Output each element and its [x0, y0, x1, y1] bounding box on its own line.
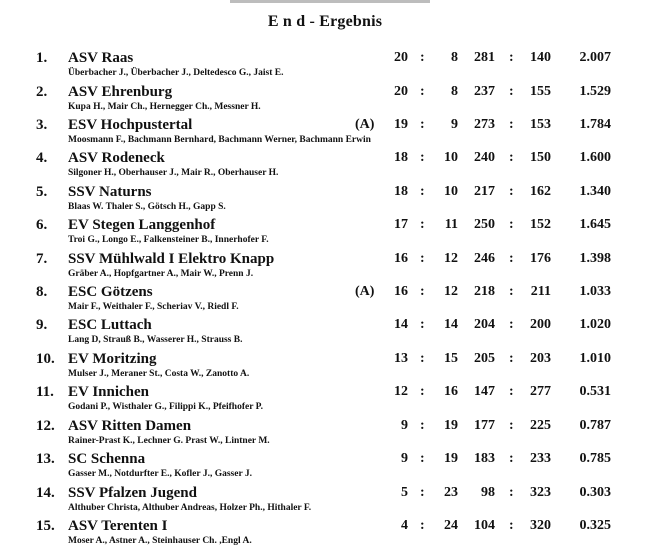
quotient: 1.033: [579, 284, 611, 299]
goals-for: 237: [474, 84, 495, 99]
goals-against: 200: [530, 317, 551, 332]
rank-cell: 11.: [36, 384, 54, 400]
team-name: ESC Götzens: [68, 284, 153, 300]
points-lost: 15: [444, 351, 458, 366]
points-lost: 10: [444, 184, 458, 199]
result-row: [0, 84, 650, 118]
goals-against: 323: [530, 485, 551, 500]
goals-against: 155: [530, 84, 551, 99]
goals-for: 147: [474, 384, 495, 399]
guest-flag: (A): [355, 117, 375, 132]
team-name: ESV Hochpustertal: [68, 117, 193, 133]
points-separator: :: [420, 251, 425, 266]
rank-cell: 10.: [36, 351, 55, 367]
points-lost: 16: [444, 384, 458, 399]
result-row: [0, 351, 650, 385]
team-name: EV Stegen Langgenhof: [68, 217, 216, 233]
quotient: 0.787: [579, 418, 611, 433]
points-won: 9: [401, 451, 408, 466]
rank-cell: 4.: [36, 150, 48, 166]
team-name: SSV Pfalzen Jugend: [68, 485, 197, 501]
goals-separator: :: [509, 518, 514, 533]
points-separator: :: [420, 184, 425, 199]
goals-against: 225: [530, 418, 551, 433]
result-row: [0, 251, 650, 285]
team-name: ASV Raas: [68, 50, 134, 66]
points-won: 17: [394, 217, 408, 232]
goals-for: 183: [474, 451, 495, 466]
top-edge-line: [230, 0, 430, 3]
player-list: Lang D, Strauß B., Wasserer H., Strauss B.: [68, 335, 243, 345]
points-lost: 8: [451, 50, 458, 65]
points-separator: :: [420, 418, 425, 433]
rank-cell: 13.: [36, 451, 55, 467]
player-list: Kupa H., Mair Ch., Hernegger Ch., Messner H.: [68, 102, 261, 112]
goals-separator: :: [509, 451, 514, 466]
rank-cell: 12.: [36, 418, 55, 434]
goals-separator: :: [509, 384, 514, 399]
rank-cell: 9.: [36, 317, 48, 333]
result-row: [0, 418, 650, 452]
quotient: 1.010: [579, 351, 611, 366]
goals-against: 153: [530, 117, 551, 132]
goals-separator: :: [509, 284, 514, 299]
points-separator: :: [420, 518, 425, 533]
points-won: 14: [394, 317, 408, 332]
points-separator: :: [420, 451, 425, 466]
points-separator: :: [420, 50, 425, 65]
points-won: 19: [394, 117, 408, 132]
quotient: 1.529: [579, 84, 611, 99]
goals-separator: :: [509, 117, 514, 132]
points-separator: :: [420, 217, 425, 232]
team-name: ASV Terenten I: [68, 518, 168, 534]
rank-cell: 5.: [36, 184, 48, 200]
player-list: Überbacher J., Überbacher J., Deltedesco G., Jaist E.: [68, 68, 284, 78]
points-separator: :: [420, 384, 425, 399]
points-lost: 10: [444, 150, 458, 165]
goals-for: 98: [481, 485, 495, 500]
team-name: EV Moritzing: [68, 351, 157, 367]
goals-for: 204: [474, 317, 495, 332]
team-name: EV Innichen: [68, 384, 150, 400]
points-won: 9: [401, 418, 408, 433]
goals-separator: :: [509, 84, 514, 99]
goals-for: 104: [474, 518, 495, 533]
rank-cell: 3.: [36, 117, 48, 133]
result-row: [0, 150, 650, 184]
player-list: Blaas W. Thaler S., Götsch H., Gapp S.: [68, 202, 226, 212]
points-lost: 19: [444, 418, 458, 433]
rank-cell: 14.: [36, 485, 55, 501]
points-lost: 11: [444, 217, 458, 232]
player-list: Godani P., Wisthaler G., Filippi K., Pfeifhofer P.: [68, 402, 263, 412]
goals-for: 250: [474, 217, 495, 232]
points-won: 20: [394, 50, 408, 65]
points-separator: :: [420, 351, 425, 366]
points-lost: 8: [451, 84, 458, 99]
points-won: 5: [401, 485, 408, 500]
result-row: [0, 518, 650, 552]
points-lost: 23: [444, 485, 458, 500]
goals-against: 162: [530, 184, 551, 199]
goals-against: 320: [530, 518, 551, 533]
goals-for: 217: [474, 184, 495, 199]
goals-separator: :: [509, 251, 514, 266]
points-lost: 12: [444, 284, 458, 299]
rank-cell: 7.: [36, 251, 48, 267]
goals-for: 246: [474, 251, 495, 266]
player-list: Mair F., Weithaler F., Scheriav V., Riedl F.: [68, 302, 239, 312]
goals-against: 150: [530, 150, 551, 165]
rank-cell: 2.: [36, 84, 48, 100]
team-name: SC Schenna: [68, 451, 146, 467]
quotient: 1.020: [579, 317, 611, 332]
rank-cell: 15.: [36, 518, 55, 534]
team-name: ASV Rodeneck: [68, 150, 165, 166]
player-list: Silgoner H., Oberhauser J., Mair R., Oberhauser H.: [68, 168, 279, 178]
page-title: E n d - Ergebnis: [267, 13, 383, 30]
player-list: Moser A., Astner A., Steinhauser Ch. ,Engl A.: [68, 536, 252, 546]
points-separator: :: [420, 84, 425, 99]
quotient: 1.600: [579, 150, 611, 165]
player-list: Moosmann F., Bachmann Bernhard, Bachmann Werner, Bachmann Erwin: [68, 135, 371, 145]
points-separator: :: [420, 150, 425, 165]
goals-against: 203: [530, 351, 551, 366]
rank-cell: 6.: [36, 217, 48, 233]
goals-separator: :: [509, 485, 514, 500]
player-list: Mulser J., Meraner St., Costa W., Zanotto A.: [68, 369, 250, 379]
quotient: 1.340: [579, 184, 611, 199]
points-won: 16: [394, 251, 408, 266]
result-row: [0, 184, 650, 218]
points-lost: 9: [451, 117, 458, 132]
goals-for: 218: [474, 284, 495, 299]
team-name: SSV Mühlwald I Elektro Knapp: [68, 251, 275, 267]
player-list: Althuber Christa, Althuber Andreas, Holzer Ph., Hithaler F.: [68, 503, 312, 513]
result-row: [0, 217, 650, 251]
points-lost: 14: [444, 317, 458, 332]
goals-against: 176: [530, 251, 551, 266]
quotient: 0.785: [579, 451, 611, 466]
player-list: Rainer-Prast K., Lechner G. Prast W., Lintner M.: [68, 436, 270, 446]
rank-cell: 8.: [36, 284, 48, 300]
points-won: 12: [394, 384, 408, 399]
goals-for: 240: [474, 150, 495, 165]
result-row: [0, 485, 650, 519]
team-name: ASV Ritten Damen: [68, 418, 192, 434]
team-name: ASV Ehrenburg: [68, 84, 173, 100]
goals-separator: :: [509, 418, 514, 433]
goals-separator: :: [509, 317, 514, 332]
points-won: 16: [394, 284, 408, 299]
result-row: [0, 50, 650, 84]
team-name: SSV Naturns: [68, 184, 152, 200]
rank-cell: 1.: [36, 50, 48, 66]
quotient: 0.531: [579, 384, 611, 399]
goals-separator: :: [509, 184, 514, 199]
player-list: Gasser M., Notdurfter E., Kofler J., Gasser J.: [68, 469, 252, 479]
points-lost: 24: [444, 518, 458, 533]
team-name: ESC Luttach: [68, 317, 152, 333]
points-separator: :: [420, 117, 425, 132]
result-row: [0, 117, 650, 151]
points-won: 20: [394, 84, 408, 99]
goals-against: 277: [530, 384, 551, 399]
goals-separator: :: [509, 50, 514, 65]
goals-for: 205: [474, 351, 495, 366]
goals-against: 152: [530, 217, 551, 232]
result-row: [0, 384, 650, 418]
player-list: Troi G., Longo E., Falkensteiner B., Innerhofer F.: [68, 235, 269, 245]
goals-separator: :: [509, 217, 514, 232]
goals-against: 233: [530, 451, 551, 466]
goals-separator: :: [509, 351, 514, 366]
goals-separator: :: [509, 150, 514, 165]
quotient: 1.645: [579, 217, 611, 232]
result-row: [0, 317, 650, 351]
result-row: [0, 451, 650, 485]
points-won: 13: [394, 351, 408, 366]
quotient: 1.784: [579, 117, 611, 132]
quotient: 0.325: [579, 518, 611, 533]
goals-for: 177: [474, 418, 495, 433]
points-separator: :: [420, 485, 425, 500]
points-lost: 12: [444, 251, 458, 266]
guest-flag: (A): [355, 284, 375, 299]
result-row: [0, 284, 650, 318]
quotient: 2.007: [579, 50, 611, 65]
points-won: 18: [394, 150, 408, 165]
quotient: 1.398: [579, 251, 611, 266]
points-won: 4: [401, 518, 408, 533]
points-separator: :: [420, 317, 425, 332]
points-lost: 19: [444, 451, 458, 466]
points-won: 18: [394, 184, 408, 199]
quotient: 0.303: [579, 485, 611, 500]
goals-for: 281: [474, 50, 495, 65]
goals-for: 273: [474, 117, 495, 132]
goals-against: 140: [530, 50, 551, 65]
points-separator: :: [420, 284, 425, 299]
goals-against: 211: [530, 284, 551, 299]
player-list: Gräber A., Hopfgartner A., Mair W., Prenn J.: [68, 269, 254, 279]
